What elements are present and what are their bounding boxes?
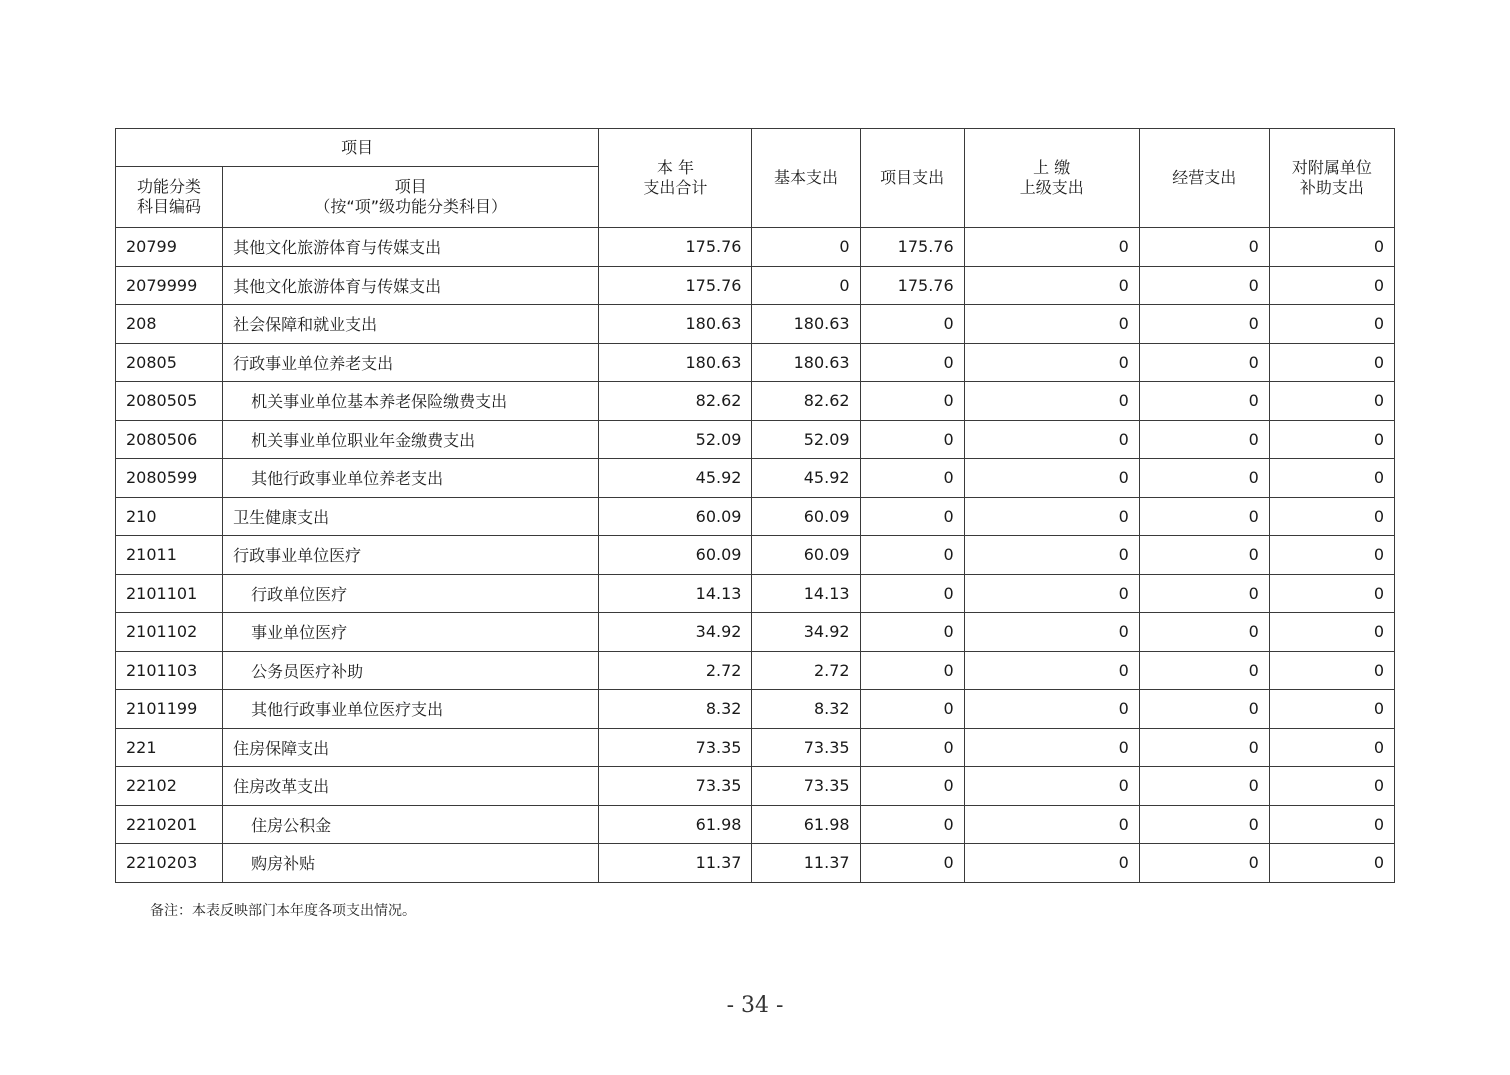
header-project-item-line-2: （按“项”级功能分类科目） <box>314 197 508 216</box>
cell-code: 2101103 <box>116 651 223 690</box>
cell-operating: 0 <box>1139 459 1269 498</box>
table-body <box>116 228 1395 883</box>
cell-operating: 0 <box>1139 497 1269 536</box>
page-number: - 34 - <box>726 993 784 1018</box>
expense-table <box>115 128 1395 883</box>
cell-name: 住房改革支出 <box>223 767 599 806</box>
cell-upper: 0 <box>964 305 1139 344</box>
cell-subsidy: 0 <box>1269 728 1394 767</box>
cell-code: 2101102 <box>116 613 223 652</box>
cell-name: 其他行政事业单位医疗支出 <box>223 690 599 729</box>
cell-upper: 0 <box>964 382 1139 421</box>
table-row <box>116 266 1395 305</box>
cell-upper: 0 <box>964 420 1139 459</box>
cell-basic: 180.63 <box>752 343 860 382</box>
cell-code: 2079999 <box>116 266 223 305</box>
header-total-line-1: 本 年 <box>656 158 694 177</box>
cell-subsidy: 0 <box>1269 266 1394 305</box>
cell-operating: 0 <box>1139 228 1269 267</box>
cell-upper: 0 <box>964 574 1139 613</box>
table-row <box>116 536 1395 575</box>
cell-project: 0 <box>860 728 964 767</box>
cell-subsidy: 0 <box>1269 420 1394 459</box>
header-project-group: 项目 <box>116 129 599 167</box>
cell-upper: 0 <box>964 613 1139 652</box>
cell-basic: 82.62 <box>752 382 860 421</box>
header-total <box>599 129 752 228</box>
header-upper-line-1: 上 缴 <box>1033 158 1071 177</box>
cell-basic: 180.63 <box>752 305 860 344</box>
cell-name: 其他文化旅游体育与传媒支出 <box>223 228 599 267</box>
cell-project: 0 <box>860 536 964 575</box>
header-project-item-line-1: 项目 <box>394 177 427 196</box>
header-upper <box>964 129 1139 228</box>
header-row-1 <box>116 129 1395 167</box>
cell-operating: 0 <box>1139 266 1269 305</box>
cell-subsidy: 0 <box>1269 497 1394 536</box>
cell-operating: 0 <box>1139 844 1269 883</box>
cell-basic: 8.32 <box>752 690 860 729</box>
table-row <box>116 613 1395 652</box>
cell-subsidy: 0 <box>1269 574 1394 613</box>
cell-name: 机关事业单位基本养老保险缴费支出 <box>223 382 599 421</box>
cell-code: 208 <box>116 305 223 344</box>
cell-operating: 0 <box>1139 613 1269 652</box>
header-project-item <box>223 167 599 228</box>
cell-name: 行政事业单位医疗 <box>223 536 599 575</box>
header-subsidy <box>1269 129 1394 228</box>
cell-subsidy: 0 <box>1269 690 1394 729</box>
table-note: 备注：本表反映部门本年度各项支出情况。 <box>150 903 416 919</box>
header-upper-line-2: 上级支出 <box>1019 178 1084 197</box>
cell-upper: 0 <box>964 497 1139 536</box>
table-row <box>116 343 1395 382</box>
cell-upper: 0 <box>964 459 1139 498</box>
cell-project: 0 <box>860 459 964 498</box>
cell-total: 73.35 <box>599 728 752 767</box>
cell-basic: 73.35 <box>752 767 860 806</box>
cell-total: 73.35 <box>599 767 752 806</box>
cell-basic: 52.09 <box>752 420 860 459</box>
cell-code: 221 <box>116 728 223 767</box>
cell-total: 8.32 <box>599 690 752 729</box>
table-row <box>116 305 1395 344</box>
cell-basic: 34.92 <box>752 613 860 652</box>
table-row <box>116 459 1395 498</box>
cell-operating: 0 <box>1139 728 1269 767</box>
cell-code: 2210203 <box>116 844 223 883</box>
header-func-code-line-2: 科目编码 <box>137 197 202 216</box>
cell-name: 卫生健康支出 <box>223 497 599 536</box>
cell-operating: 0 <box>1139 651 1269 690</box>
header-project-expense: 项目支出 <box>860 129 964 228</box>
cell-total: 2.72 <box>599 651 752 690</box>
cell-code: 2080506 <box>116 420 223 459</box>
cell-total: 61.98 <box>599 805 752 844</box>
header-func-code-line-1: 功能分类 <box>137 177 202 196</box>
cell-operating: 0 <box>1139 382 1269 421</box>
cell-name: 公务员医疗补助 <box>223 651 599 690</box>
header-basic: 基本支出 <box>752 129 860 228</box>
cell-project: 0 <box>860 767 964 806</box>
cell-name: 住房公积金 <box>223 805 599 844</box>
table-row <box>116 767 1395 806</box>
cell-subsidy: 0 <box>1269 844 1394 883</box>
cell-code: 2101199 <box>116 690 223 729</box>
cell-total: 14.13 <box>599 574 752 613</box>
cell-operating: 0 <box>1139 536 1269 575</box>
cell-project: 0 <box>860 497 964 536</box>
cell-total: 175.76 <box>599 228 752 267</box>
table-row <box>116 690 1395 729</box>
cell-subsidy: 0 <box>1269 343 1394 382</box>
cell-upper: 0 <box>964 228 1139 267</box>
cell-total: 60.09 <box>599 536 752 575</box>
cell-operating: 0 <box>1139 343 1269 382</box>
cell-operating: 0 <box>1139 305 1269 344</box>
table-row <box>116 228 1395 267</box>
cell-upper: 0 <box>964 266 1139 305</box>
cell-basic: 60.09 <box>752 536 860 575</box>
cell-total: 180.63 <box>599 305 752 344</box>
cell-total: 45.92 <box>599 459 752 498</box>
cell-total: 180.63 <box>599 343 752 382</box>
cell-name: 社会保障和就业支出 <box>223 305 599 344</box>
cell-project: 0 <box>860 690 964 729</box>
cell-project: 0 <box>860 420 964 459</box>
cell-name: 机关事业单位职业年金缴费支出 <box>223 420 599 459</box>
cell-upper: 0 <box>964 805 1139 844</box>
cell-basic: 2.72 <box>752 651 860 690</box>
table-row <box>116 420 1395 459</box>
cell-project: 175.76 <box>860 228 964 267</box>
header-subsidy-line-1: 对附属单位 <box>1291 158 1372 177</box>
cell-project: 0 <box>860 651 964 690</box>
cell-basic: 11.37 <box>752 844 860 883</box>
cell-total: 34.92 <box>599 613 752 652</box>
cell-project: 0 <box>860 613 964 652</box>
table-row <box>116 728 1395 767</box>
cell-subsidy: 0 <box>1269 382 1394 421</box>
cell-project: 0 <box>860 343 964 382</box>
cell-operating: 0 <box>1139 574 1269 613</box>
cell-upper: 0 <box>964 536 1139 575</box>
cell-code: 22102 <box>116 767 223 806</box>
cell-project: 0 <box>860 574 964 613</box>
cell-subsidy: 0 <box>1269 228 1394 267</box>
cell-subsidy: 0 <box>1269 305 1394 344</box>
cell-total: 52.09 <box>599 420 752 459</box>
header-subsidy-line-2: 补助支出 <box>1299 178 1364 197</box>
cell-code: 2080505 <box>116 382 223 421</box>
cell-subsidy: 0 <box>1269 536 1394 575</box>
cell-project: 0 <box>860 305 964 344</box>
cell-total: 175.76 <box>599 266 752 305</box>
cell-operating: 0 <box>1139 420 1269 459</box>
cell-code: 2080599 <box>116 459 223 498</box>
cell-code: 21011 <box>116 536 223 575</box>
cell-name: 其他文化旅游体育与传媒支出 <box>223 266 599 305</box>
table-row <box>116 497 1395 536</box>
cell-basic: 60.09 <box>752 497 860 536</box>
cell-basic: 0 <box>752 228 860 267</box>
cell-operating: 0 <box>1139 690 1269 729</box>
cell-upper: 0 <box>964 728 1139 767</box>
table-row <box>116 651 1395 690</box>
cell-total: 11.37 <box>599 844 752 883</box>
cell-code: 2210201 <box>116 805 223 844</box>
cell-code: 2101101 <box>116 574 223 613</box>
cell-name: 其他行政事业单位养老支出 <box>223 459 599 498</box>
cell-code: 20799 <box>116 228 223 267</box>
table-row <box>116 844 1395 883</box>
cell-project: 0 <box>860 805 964 844</box>
cell-code: 210 <box>116 497 223 536</box>
cell-basic: 61.98 <box>752 805 860 844</box>
table-row <box>116 805 1395 844</box>
cell-name: 事业单位医疗 <box>223 613 599 652</box>
cell-basic: 45.92 <box>752 459 860 498</box>
header-func-code <box>116 167 223 228</box>
cell-code: 20805 <box>116 343 223 382</box>
cell-name: 行政单位医疗 <box>223 574 599 613</box>
cell-upper: 0 <box>964 651 1139 690</box>
table-row <box>116 382 1395 421</box>
table-row <box>116 574 1395 613</box>
cell-project: 0 <box>860 382 964 421</box>
cell-basic: 14.13 <box>752 574 860 613</box>
cell-subsidy: 0 <box>1269 805 1394 844</box>
cell-upper: 0 <box>964 690 1139 729</box>
cell-operating: 0 <box>1139 767 1269 806</box>
cell-subsidy: 0 <box>1269 767 1394 806</box>
cell-basic: 0 <box>752 266 860 305</box>
header-total-line-2: 支出合计 <box>643 178 708 197</box>
cell-upper: 0 <box>964 844 1139 883</box>
cell-name: 购房补贴 <box>223 844 599 883</box>
cell-operating: 0 <box>1139 805 1269 844</box>
cell-project: 0 <box>860 844 964 883</box>
cell-subsidy: 0 <box>1269 613 1394 652</box>
cell-project: 175.76 <box>860 266 964 305</box>
cell-upper: 0 <box>964 343 1139 382</box>
cell-total: 60.09 <box>599 497 752 536</box>
cell-subsidy: 0 <box>1269 459 1394 498</box>
cell-name: 住房保障支出 <box>223 728 599 767</box>
header-operating: 经营支出 <box>1139 129 1269 228</box>
cell-total: 82.62 <box>599 382 752 421</box>
cell-upper: 0 <box>964 767 1139 806</box>
cell-basic: 73.35 <box>752 728 860 767</box>
cell-name: 行政事业单位养老支出 <box>223 343 599 382</box>
cell-subsidy: 0 <box>1269 651 1394 690</box>
